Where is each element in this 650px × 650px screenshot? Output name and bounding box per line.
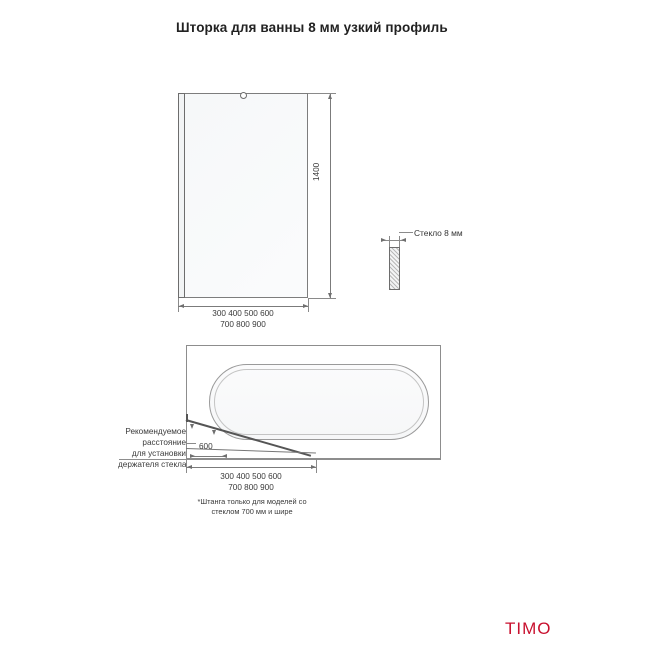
elevation-glass-panel xyxy=(178,93,308,298)
vertical-dimension-line xyxy=(330,93,331,298)
plan-wall-profile xyxy=(186,414,188,422)
glass-dim-arrow-right xyxy=(401,238,406,242)
elev-width-labels xyxy=(178,302,308,330)
elevation-height-label: 1400 xyxy=(312,162,321,181)
brand-logo xyxy=(505,619,552,639)
page-title: Шторка для ванны 8 мм узкий профиль xyxy=(176,20,448,35)
plan-footnote-line-1: *Штанга только для моделей со xyxy=(197,497,307,506)
glass-thickness-label: Стекло 8 мм xyxy=(414,228,463,238)
glass-thickness-section xyxy=(389,247,400,290)
plan-600-arrow-right xyxy=(222,454,227,458)
plan-600-dimension-line xyxy=(192,456,226,457)
glass-dim-ext-right xyxy=(399,236,400,247)
elev-dim-ext-right xyxy=(308,298,309,312)
elev-width-line-1: 300 400 500 600 xyxy=(212,309,274,318)
vertical-dim-arrow-top xyxy=(328,94,332,99)
elevation-wall-profile xyxy=(178,93,185,298)
plan-width-line-1: 300 400 500 600 xyxy=(220,472,282,481)
vertical-dim-extension-bottom xyxy=(308,298,336,299)
plan-width-labels xyxy=(186,471,316,493)
plan-holder-arrow-2 xyxy=(212,430,216,435)
plan-horizontal-dimension-line xyxy=(186,467,316,468)
vertical-dim-arrow-bottom xyxy=(328,293,332,298)
plan-dim-ext-right xyxy=(316,459,317,473)
plan-note-line-2: расстояние xyxy=(142,438,186,448)
plan-footnote xyxy=(178,497,326,517)
glass-leader-line xyxy=(399,232,413,233)
plan-600-arrow-left xyxy=(190,454,195,458)
plan-bathtub-inner-outline xyxy=(214,369,424,435)
glass-dim-ext-left xyxy=(389,236,390,247)
plan-dim-arrow-left xyxy=(187,465,192,469)
brand-logo-text: TIMO xyxy=(505,619,552,638)
glass-holder-icon xyxy=(240,92,247,99)
plan-width-line-2: 700 800 900 xyxy=(228,483,274,493)
plan-holder-arrow-1 xyxy=(190,424,194,429)
elev-width-line-2: 700 800 900 xyxy=(220,320,266,330)
plan-note xyxy=(118,426,186,470)
plan-note-line-3: для установки xyxy=(131,449,186,459)
plan-note-line-4: держателя стекла xyxy=(118,460,187,470)
glass-dim-arrow-left xyxy=(381,238,386,242)
plan-600-label: 600 xyxy=(199,442,213,451)
plan-footnote-line-2: стеклом 700 мм и шире xyxy=(211,506,293,516)
plan-dim-arrow-right xyxy=(311,465,316,469)
plan-note-leader xyxy=(186,443,196,444)
plan-note-line-1: Рекомендуемое xyxy=(125,427,186,436)
